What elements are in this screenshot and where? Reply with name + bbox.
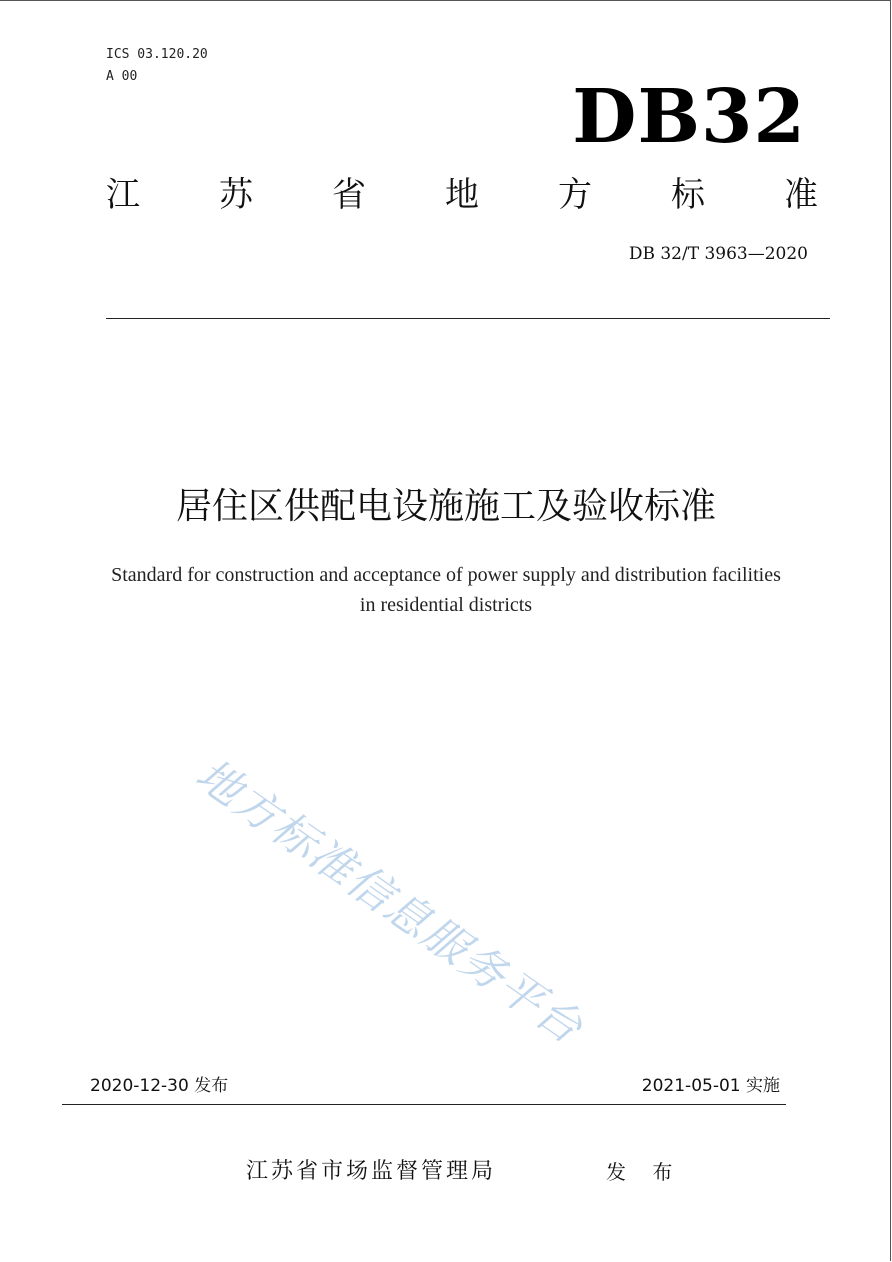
publish-label: 发 布 [606,1160,683,1184]
implement-date: 2021-05-01 实施 [641,1076,780,1096]
standard-number: DB 32/T 3963—2020 [628,244,808,264]
ics-code: ICS 03.120.20 [106,47,208,62]
standard-type-char: 地 [445,175,479,215]
top-divider [106,318,830,319]
db-code: DB32 [572,74,806,160]
standard-type-heading [106,172,818,218]
standard-type-char: 准 [784,175,818,215]
classification-codes [106,44,208,88]
title-english [60,560,832,620]
publisher-name: 江苏省市场监督管理局 [246,1159,497,1184]
standard-type-char: 省 [332,175,366,215]
ccs-code: A 00 [106,69,138,84]
title-english-line2: in residential districts [359,594,533,616]
bottom-divider [62,1104,786,1105]
issue-date: 2020-12-30 发布 [90,1076,229,1096]
standard-type-char: 江 [106,175,140,215]
standard-type-char: 标 [671,175,705,215]
watermark: 地方标准信息服务平台 [186,749,593,1055]
standard-type-char: 苏 [219,175,253,215]
title-english-line1: Standard for construction and acceptance of power supply and distribution facilities [111,564,781,586]
title-chinese: 居住区供配电设施施工及验收标准 [175,486,716,527]
standard-type-char: 方 [558,175,592,215]
